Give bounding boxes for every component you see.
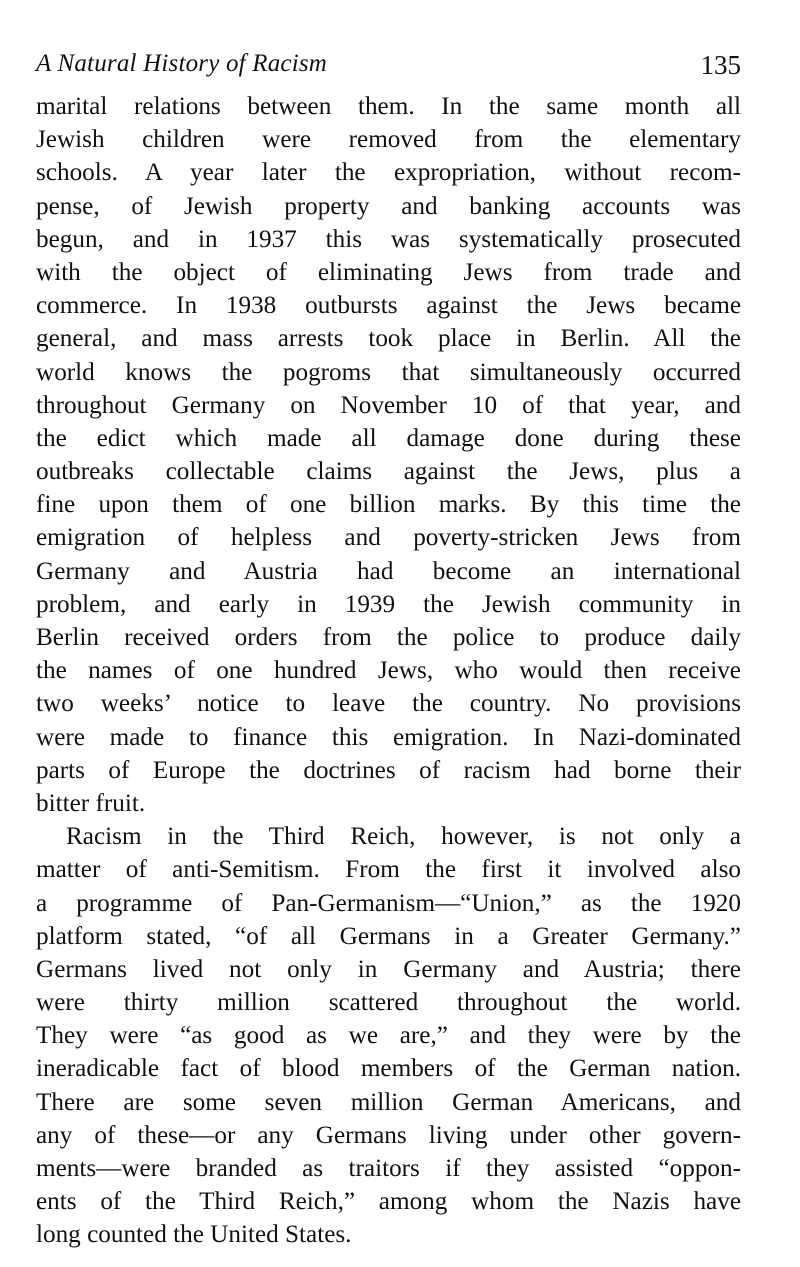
text-line: two weeks’ notice to leave the country. No provisions bbox=[36, 690, 741, 718]
text-line: pense, of Jewish property and banking accounts was bbox=[36, 192, 741, 220]
text-line: any of these—or any Germans living under other govern- bbox=[36, 1121, 741, 1149]
text-line: parts of Europe the doctrines of racism had borne their bbox=[36, 756, 741, 784]
text-line: emigration of helpless and poverty-stricken Jews from bbox=[36, 524, 741, 552]
text-line: fine upon them of one billion marks. By this time the bbox=[36, 491, 741, 519]
text-line: Racism in the Third Reich, however, is not only a bbox=[66, 823, 741, 851]
text-line: problem, and early in 1939 the Jewish community in bbox=[36, 590, 741, 618]
text-line: the names of one hundred Jews, who would then receive bbox=[36, 657, 741, 685]
text-line: general, and mass arrests took place in Berlin. All the bbox=[36, 325, 741, 353]
text-line: There are some seven million German Americans, and bbox=[36, 1088, 741, 1116]
text-line: ineradicable fact of blood members of the German nation. bbox=[36, 1055, 741, 1083]
text-line: were made to finance this emigration. In Nazi-dominated bbox=[36, 723, 741, 751]
text-line: marital relations between them. In the same month all bbox=[36, 93, 741, 120]
text-line: commerce. In 1938 outbursts against the Jews became bbox=[36, 292, 741, 320]
page-number: 135 bbox=[700, 50, 741, 80]
text-line: Jewish children were removed from the elementary bbox=[36, 126, 741, 154]
text-line: world knows the pogroms that simultaneously occurred bbox=[36, 358, 741, 386]
text-line: They were “as good as we are,” and they were by the bbox=[36, 1022, 741, 1050]
text-line: throughout Germany on November 10 of that year, and bbox=[36, 391, 741, 419]
text-line: a programme of Pan-Germanism—“Union,” as the 1920 bbox=[36, 889, 741, 917]
text-line: Germany and Austria had become an international bbox=[36, 557, 741, 585]
text-line: with the object of eliminating Jews from trade and bbox=[36, 258, 741, 286]
text-line: bitter fruit. bbox=[36, 789, 146, 817]
text-line: Berlin received orders from the police to produce daily bbox=[36, 624, 741, 651]
text-line: schools. A year later the expropriation, without recom- bbox=[36, 159, 741, 187]
text-line: the edict which made all damage done during these bbox=[36, 424, 741, 452]
text-line: ents of the Third Reich,” among whom the Nazis have bbox=[36, 1188, 741, 1216]
running-title: A Natural History of Racism bbox=[36, 50, 328, 77]
paragraph-2 bbox=[36, 820, 741, 1251]
text-line: platform stated, “of all Germans in a Greater Germany.” bbox=[36, 922, 741, 950]
text-line: outbreaks collectable claims against the Jews, plus a bbox=[36, 458, 741, 486]
text-line: long counted the United States. bbox=[36, 1221, 352, 1249]
body-text bbox=[36, 90, 741, 1252]
running-head bbox=[36, 50, 741, 84]
text-line: begun, and in 1937 this was systematically prosecuted bbox=[36, 225, 741, 253]
text-line: ments—were branded as traitors if they assisted “oppon- bbox=[36, 1155, 741, 1182]
paragraph-1 bbox=[36, 90, 741, 820]
text-line: were thirty million scattered throughout the world. bbox=[36, 989, 741, 1017]
text-line: Germans lived not only in Germany and Austria; there bbox=[36, 955, 741, 983]
text-line: matter of anti-Semitism. From the first it involved also bbox=[36, 856, 741, 884]
